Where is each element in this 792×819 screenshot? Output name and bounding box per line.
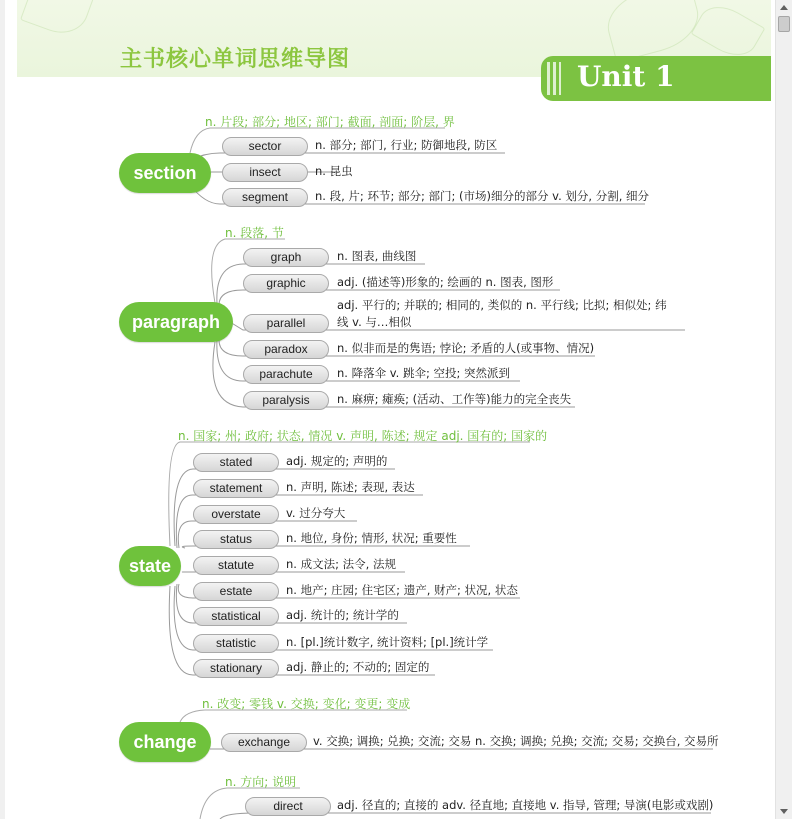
headword-section: section bbox=[119, 153, 211, 193]
word-definition: n. 麻痹; 瘫痪; (活动、工作等)能力的完全丧失 bbox=[337, 392, 572, 406]
word-overstate: overstate bbox=[193, 505, 279, 524]
word-segment: segment bbox=[222, 188, 308, 207]
word-stated: stated bbox=[193, 453, 279, 472]
page-title: 主书核心单词思维导图 bbox=[120, 47, 351, 72]
word-paralysis: paralysis bbox=[243, 391, 329, 410]
headword-definition: n. 片段; 部分; 地区; 部门; 截面, 剖面; 阶层, 界 bbox=[205, 115, 455, 129]
headword-definition: n. 国家; 州; 政府; 状态, 情况 v. 声明, 陈述; 规定 adj. 国有的; 国家的 bbox=[178, 429, 548, 443]
word-definition: v. 过分夸大 bbox=[286, 506, 346, 520]
unit-label: Unit 1 bbox=[577, 60, 675, 93]
scroll-thumb[interactable] bbox=[778, 16, 790, 32]
word-estate: estate bbox=[193, 582, 279, 601]
word-definition: n. 降落伞 v. 跳伞; 空投; 突然派到 bbox=[337, 366, 511, 380]
word-statute: statute bbox=[193, 556, 279, 575]
word-definition: n. 部分; 部门, 行业; 防御地段, 防区 bbox=[315, 138, 498, 152]
word-definition: n. 声明, 陈述; 表现, 表达 bbox=[286, 480, 415, 494]
word-definition: n. 似非而是的隽语; 悖论; 矛盾的人(或事物、情况) bbox=[337, 341, 595, 355]
word-definition: adj. 统计的; 统计学的 bbox=[286, 608, 399, 622]
headword-paragraph: paragraph bbox=[119, 302, 233, 342]
word-definition: adj. 规定的; 声明的 bbox=[286, 454, 388, 468]
word-graphic: graphic bbox=[243, 274, 329, 293]
headword-definition: n. 改变; 零钱 v. 交换; 变化; 变更; 变成 bbox=[202, 697, 411, 711]
word-paradox: paradox bbox=[243, 340, 329, 359]
document-page bbox=[5, 0, 771, 819]
scroll-down-arrow-icon[interactable] bbox=[780, 809, 788, 814]
word-definition: n. 成文法; 法令, 法规 bbox=[286, 557, 396, 571]
word-parallel: parallel bbox=[243, 314, 329, 333]
word-definition: adj. 静止的; 不动的; 固定的 bbox=[286, 660, 430, 674]
vertical-scrollbar[interactable] bbox=[775, 0, 792, 819]
word-definition: n. 图表, 曲线图 bbox=[337, 249, 417, 263]
word-stationary: stationary bbox=[193, 659, 279, 678]
word-definition: v. 交换; 调换; 兑换; 交流; 交易 n. 交换; 调换; 兑换; 交流; 交易; 交换台, 交易所 bbox=[313, 734, 719, 748]
headword-definition: n. 方向; 说明 bbox=[225, 775, 297, 789]
word-definition: n. 地产; 庄园; 住宅区; 遗产, 财产; 状况, 状态 bbox=[286, 583, 518, 597]
scroll-up-arrow-icon[interactable] bbox=[780, 5, 788, 10]
word-definition: n. 段, 片; 环节; 部分; 部门; (市场)细分的部分 v. 划分, 分割, 细分 bbox=[315, 189, 650, 203]
word-statistical: statistical bbox=[193, 607, 279, 626]
word-statement: statement bbox=[193, 479, 279, 498]
word-exchange: exchange bbox=[221, 733, 307, 752]
word-definition: adj. 平行的; 并联的; 相同的, 类似的 n. 平行线; 比拟; 相似处; 纬线 v. 与…相似 bbox=[337, 298, 667, 329]
word-insect: insect bbox=[222, 163, 308, 182]
word-sector: sector bbox=[222, 137, 308, 156]
word-definition: adj. (描述等)形象的; 绘画的 n. 图表, 图形 bbox=[337, 275, 554, 289]
headword-change: change bbox=[119, 722, 211, 762]
word-graph: graph bbox=[243, 248, 329, 267]
word-definition: n. 昆虫 bbox=[315, 164, 353, 178]
headword-state: state bbox=[119, 546, 181, 586]
word-parachute: parachute bbox=[243, 365, 329, 384]
word-direct: direct bbox=[245, 797, 331, 816]
headword-definition: n. 段落, 节 bbox=[225, 226, 284, 240]
word-statistic: statistic bbox=[193, 634, 279, 653]
word-definition: n. [pl.]统计数字, 统计资料; [pl.]统计学 bbox=[286, 635, 489, 649]
word-status: status bbox=[193, 530, 279, 549]
word-definition: n. 地位, 身份; 情形, 状况; 重要性 bbox=[286, 531, 457, 545]
word-definition: adj. 径直的; 直接的 adv. 径直地; 直接地 v. 指导, 管理; 导演(电影或戏剧) bbox=[337, 798, 714, 812]
